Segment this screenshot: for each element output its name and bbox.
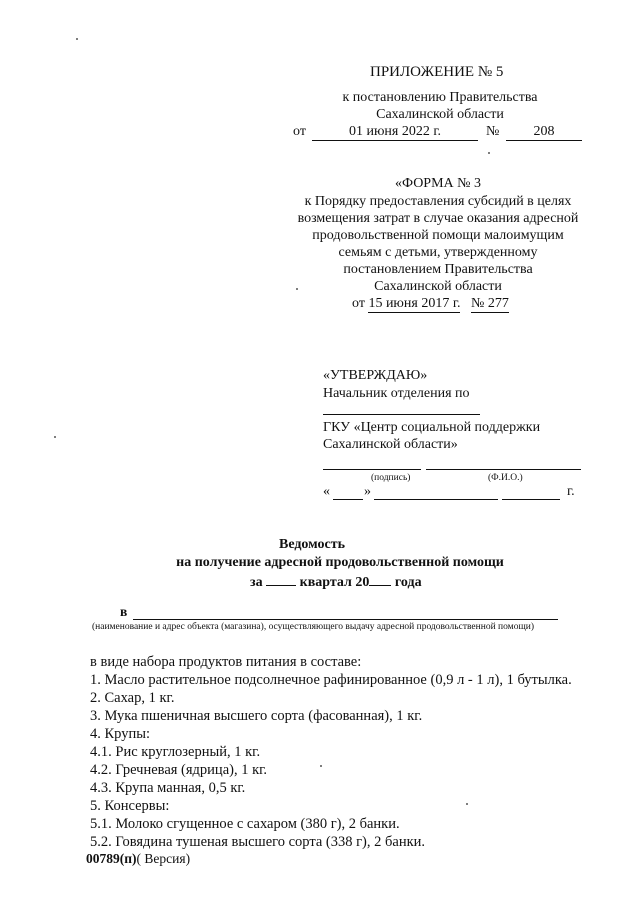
appendix-line-1: к постановлению Правительства [342,90,538,105]
appendix-number-label: № [486,124,500,139]
name-caption: (Ф.И.О.) [488,473,523,483]
approve-org-line-2: Сахалинской области» [323,437,458,452]
scan-speck [320,765,322,767]
scan-speck [488,152,490,154]
form-from-label: от [352,296,365,311]
list-item: 4.3. Крупа манная, 0,5 кг. [90,780,246,796]
appendix-number: 208 [506,124,582,141]
year-blank [369,572,391,586]
list-item: 4.1. Рис круглозерный, 1 кг. [90,744,261,760]
approve-org-line-1: ГКУ «Центр социальной поддержки [323,420,541,435]
signature-caption: (подпись) [371,473,411,483]
scan-speck [296,288,298,290]
form-line-5: постановлением Правительства [343,262,533,277]
list-item: 5. Консервы: [90,798,170,814]
appendix-title: ПРИЛОЖЕНИЕ № 5 [370,64,504,80]
scan-speck [466,803,468,805]
quarter-blank [266,572,296,586]
approve-department-line [323,414,480,415]
list-intro: в виде набора продуктов питания в составе: [90,654,362,670]
approve-date-close: » [364,484,371,499]
appendix-from-label: от [293,124,306,139]
approve-year-line [502,499,560,500]
form-line-2: возмещения затрат в случае оказания адресной [297,211,579,226]
form-number: № 277 [470,296,509,311]
form-title: «ФОРМА № 3 [394,176,482,191]
list-item: 4.2. Гречневая (ядрица), 1 кг. [90,762,268,778]
footer-code: 00789(п) [86,851,137,866]
form-line-3: продовольственной помощи малоимущим [312,228,564,243]
form-date: 15 июня 2017 г. [368,296,461,311]
form-line-4: семьям с детьми, утвержденному [338,245,538,260]
approve-month-line [374,499,498,500]
period-mid: квартал 20 [299,575,370,590]
store-caption: (наименование и адрес объекта (магазина), осуществляющего выдачу адресной продовольственной помощи) [92,622,535,632]
form-line-1: к Порядку предоставления субсидий в целях [304,194,572,209]
approve-title: «УТВЕРЖДАЮ» [323,368,428,383]
period-suffix: года [394,575,422,590]
store-in-label: в [120,604,128,619]
scan-speck [76,38,78,40]
list-item: 5.1. Молоко сгущенное с сахаром (380 г), 2 банки. [90,816,400,832]
name-line [426,469,581,470]
list-item: 1. Масло растительное подсолнечное рафинированное (0,9 л - 1 л), 1 бутылка. [90,672,572,688]
store-line [133,619,558,620]
approve-date-open: « [323,484,330,499]
appendix-date: 01 июня 2022 г. [312,124,478,141]
list-item: 5.2. Говядина тушеная высшего сорта (338 г), 2 банки. [90,834,426,850]
list-item: 4. Крупы: [90,726,151,742]
appendix-line-2: Сахалинской области [376,107,504,122]
approve-day-line [333,499,363,500]
approve-year-suffix: г. [567,484,575,499]
statement-period [250,572,422,591]
list-item: 2. Сахар, 1 кг. [90,690,175,706]
statement-subtitle: на получение адресной продовольственной помощи [176,555,504,570]
scan-speck [54,436,56,438]
list-item: 3. Мука пшеничная высшего сорта (фасованная), 1 кг. [90,708,423,724]
approve-position: Начальник отделения по [323,386,470,401]
footer [86,851,190,867]
form-date-row [352,296,509,313]
signature-line [323,469,421,470]
statement-title: Ведомость [278,537,346,552]
footer-version: ( Версия) [136,851,191,866]
form-line-6: Сахалинской области [374,279,502,294]
period-prefix: за [250,575,263,590]
